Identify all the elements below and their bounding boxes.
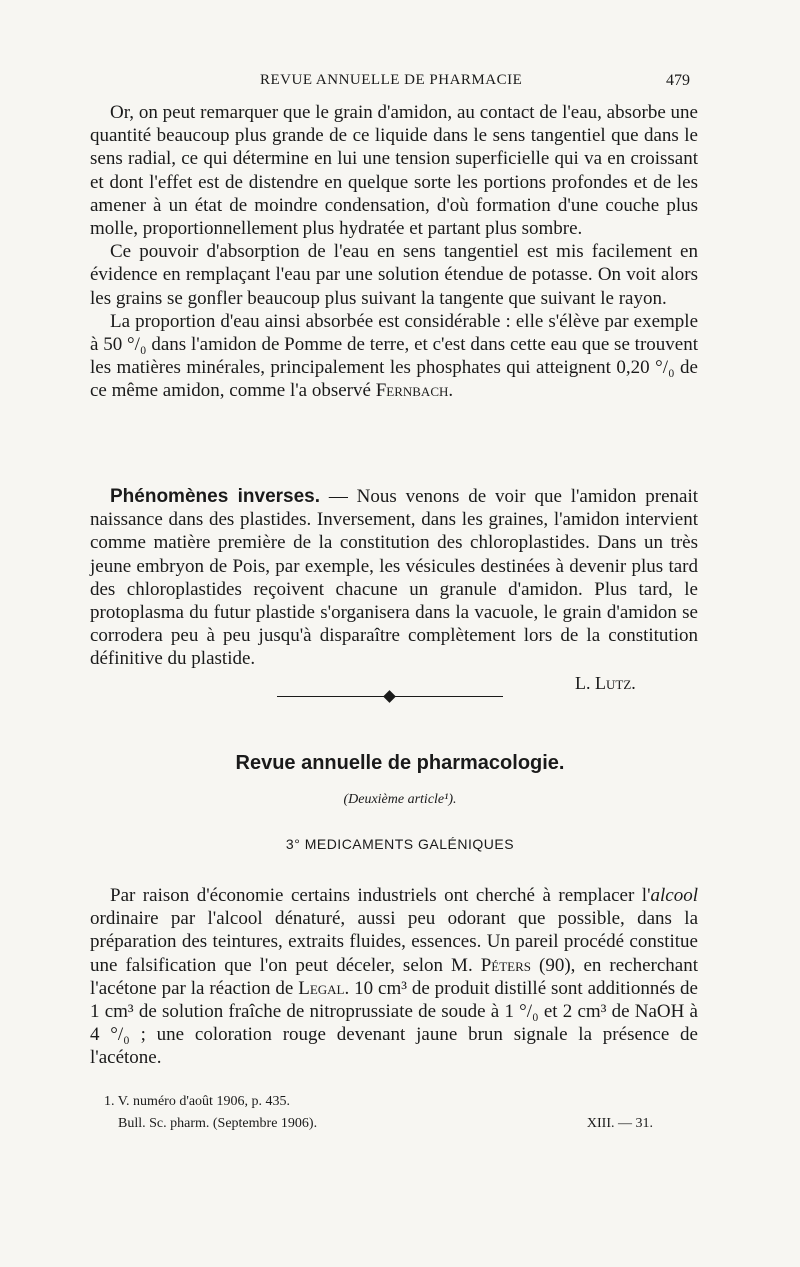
paragraph-lead-heading: Phénomènes inverses. [110, 486, 321, 507]
paragraph-denatured-alcohol [90, 884, 698, 1070]
paragraph-inverse-text: — Nous venons de voir que l'amidon prenait naissance dans des plastides. Inversement, dans les graines, l'amidon intervient comme matière première de la constitution des chloroplastides. Dans un très jeune embryon de Pois, par exemple, les vésicules destinées à devenir plus tard des chloroplastides reçoivent chacune un granule d'amidon. Plus tard, le protoplasma du futur plastide s'organisera dans la vacuole, le grain d'amidon se corrodera peu à peu jusqu'à disparaître complètement lors de la constitution définitive du plastide. [90, 486, 698, 670]
page-number: 479 [666, 72, 690, 89]
text-run: ordinaire par l'alcool dénaturé, aussi peu odorant que possible, dans la préparation des teintures, extraits fluides, essences. Un pareil procédé constitue une falsification que l'on peut déceler, selon M. [90, 908, 698, 976]
text-run: (90), en recherchant l'acétone par la réaction de [90, 954, 698, 999]
running-head [90, 72, 690, 96]
footer-volume-sheet: XIII. — 31. [586, 1116, 653, 1131]
paragraph-water-proportion [90, 310, 698, 403]
diamond-ornament-icon [383, 690, 396, 703]
italic-alcool: alcool [650, 885, 698, 906]
author-legal: Legal. [298, 977, 350, 999]
running-title: REVUE ANNUELLE DE PHARMACIE [260, 72, 523, 88]
article-subtitle: (Deuxième article¹). [343, 792, 457, 807]
author-peters: Péters [480, 954, 532, 976]
footer-journal-citation: Bull. Sc. pharm. (Septembre 1906). [118, 1116, 318, 1131]
text-block-inverse [90, 485, 698, 671]
paragraph-potash-evidence: Ce pouvoir d'absorption de l'eau en sens tangentiel est mis facilement en évidence en remplaçant l'eau par une solution étendue de potasse. On voit alors les grains se gonfler beaucoup plus suivant la tangente que suivant le rayon. [90, 241, 698, 309]
paragraph-inverse-phenomena [90, 485, 698, 671]
author-fernbach: Fernbach. [375, 380, 454, 402]
section-heading: 3° MEDICAMENTS GALÉNIQUES [285, 836, 515, 852]
footnote: 1. V. numéro d'août 1906, p. 435. [104, 1094, 290, 1109]
paragraph-tangential-absorption: Or, on peut remarquer que le grain d'amidon, au contact de l'eau, absorbe une quantité beaucoup plus grande de ce liquide dans le sens tangentiel que dans le sens radial, ce qui détermine en lui une tension superficielle qui va en croissant et dont l'effet est de distendre en quelque sorte les portions profondes et de les amener à un état de moindre condensation, d'où formation d'une couche plus molle, proportionnellement plus hydratée et partant plus sombre. [90, 102, 698, 240]
signature-author: L. Lutz. [575, 673, 636, 693]
text-block-starch [90, 101, 698, 403]
article-title: Revue annuelle de pharmacologie. [235, 752, 565, 774]
text-run: Par raison d'économie certains industriels ont cherché à remplacer l' [110, 885, 651, 906]
text-block-galenic [90, 884, 698, 1070]
text-run: 10 cm³ de produit distillé sont additionnés de 1 cm³ de solution fraîche de nitroprussiate de soude à 1 °/₀ et 2 cm³ de NaOH à 4 °/₀ ; une coloration rouge devenant jaune brun signale la présence de l'acétone. [90, 977, 698, 1069]
paragraph-water-proportion-text: La proportion d'eau ainsi absorbée est considérable : elle s'élève par exemple à 50 °/₀ dans l'amidon de Pomme de terre, et c'est dans cette eau que se trouvent les matières minérales, principalement les phosphates qui atteignent 0,20 °/₀ de ce même amidon, comme l'a observé [90, 310, 698, 402]
